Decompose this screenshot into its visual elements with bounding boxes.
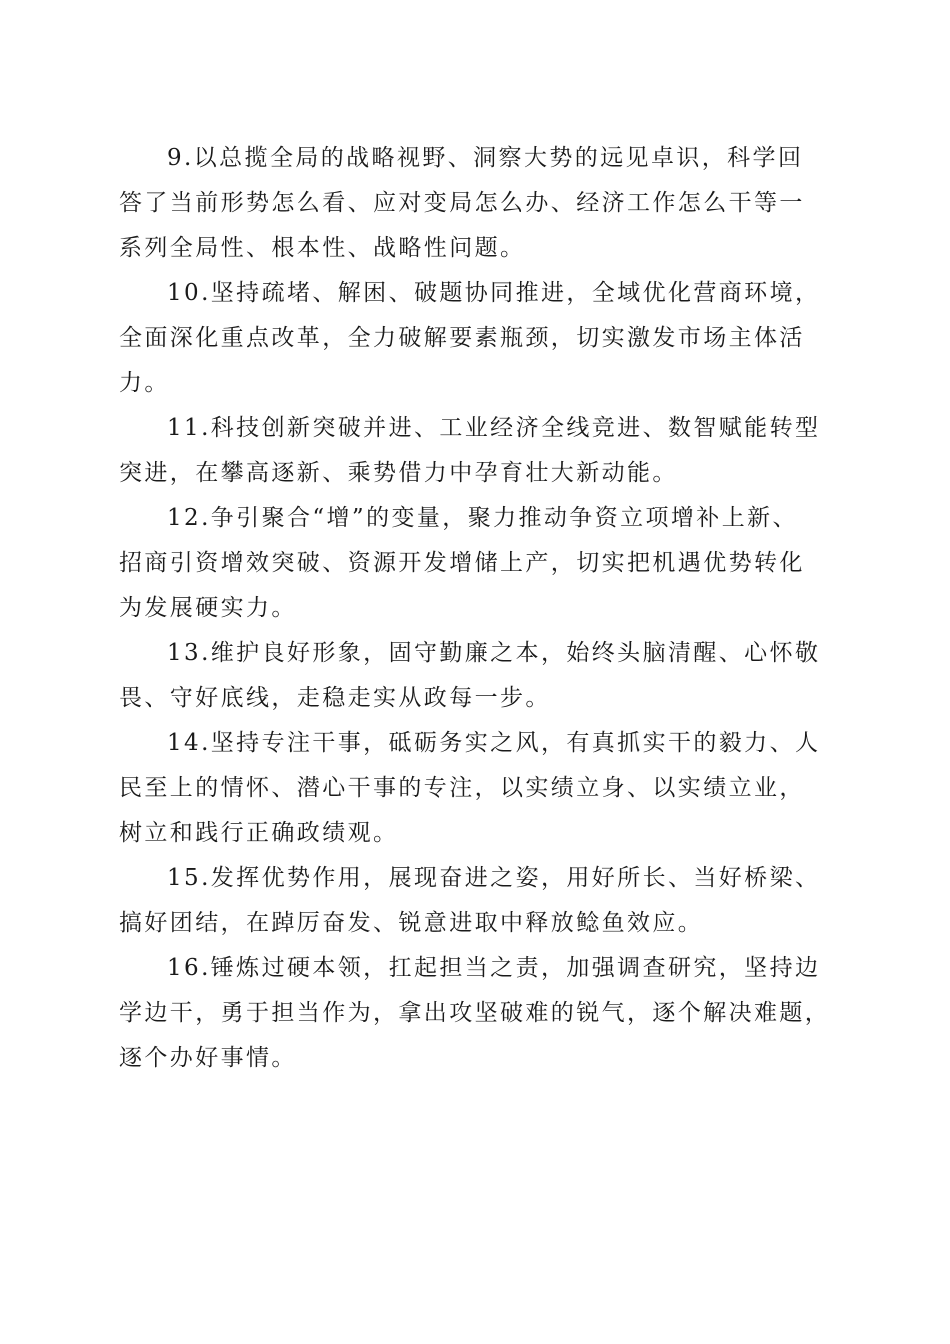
- paragraph-15: [119, 856, 835, 946]
- paragraph-line: 突进，在攀高逐新、乘势借力中孕育壮大新动能。: [119, 460, 678, 486]
- paragraph-line: 逐个办好事情。: [119, 1045, 297, 1071]
- paragraph-line: 招商引资增效突破、资源开发增储上产，切实把机遇优势转化: [119, 550, 805, 576]
- paragraph-line: 畏、守好底线，走稳走实从政每一步。: [119, 685, 551, 711]
- paragraph-line: 答了当前形势怎么看、应对变局怎么办、经济工作怎么干等一: [119, 190, 805, 216]
- paragraph-12: [119, 496, 835, 631]
- paragraph-line: 学边干，勇于担当作为，拿出攻坚破难的锐气，逐个解决难题，: [119, 1000, 831, 1026]
- paragraph-11: [119, 406, 835, 496]
- paragraph-line: 16.锤炼过硬本领，扛起担当之责，加强调查研究，坚持边: [167, 955, 821, 981]
- paragraph-line: 力。: [119, 370, 170, 396]
- paragraph-10: [119, 271, 835, 406]
- paragraph-14: [119, 721, 835, 856]
- paragraph-line: 13.维护良好形象，固守勤廉之本，始终头脑清醒、心怀敬: [167, 640, 821, 666]
- document-body: [119, 136, 835, 1081]
- paragraph-16: [119, 946, 835, 1081]
- paragraph-line: 树立和践行正确政绩观。: [119, 820, 399, 846]
- paragraph-line: 为发展硬实力。: [119, 595, 297, 621]
- paragraph-9: [119, 136, 835, 271]
- paragraph-line: 9.以总揽全局的战略视野、洞察大势的远见卓识，科学回: [167, 145, 804, 171]
- paragraph-line: 15.发挥优势作用，展现奋进之姿，用好所长、当好桥梁、: [167, 865, 821, 891]
- paragraph-line: 系列全局性、根本性、战略性问题。: [119, 235, 526, 261]
- paragraph-line: 11.科技创新突破并进、工业经济全线竞进、数智赋能转型: [167, 415, 821, 441]
- paragraph-line: 10.坚持疏堵、解困、破题协同推进，全域优化营商环境，: [167, 280, 821, 306]
- paragraph-13: [119, 631, 835, 721]
- paragraph-line: 搞好团结，在踔厉奋发、锐意进取中释放鲶鱼效应。: [119, 910, 704, 936]
- paragraph-line: 12.争引聚合“增”的变量，聚力推动争资立项增补上新、: [167, 505, 798, 531]
- paragraph-line: 14.坚持专注干事，砥砺务实之风，有真抓实干的毅力、人: [167, 730, 821, 756]
- paragraph-line: 全面深化重点改革，全力破解要素瓶颈，切实激发市场主体活: [119, 325, 805, 351]
- paragraph-line: 民至上的情怀、潜心干事的专注，以实绩立身、以实绩立业，: [119, 775, 805, 801]
